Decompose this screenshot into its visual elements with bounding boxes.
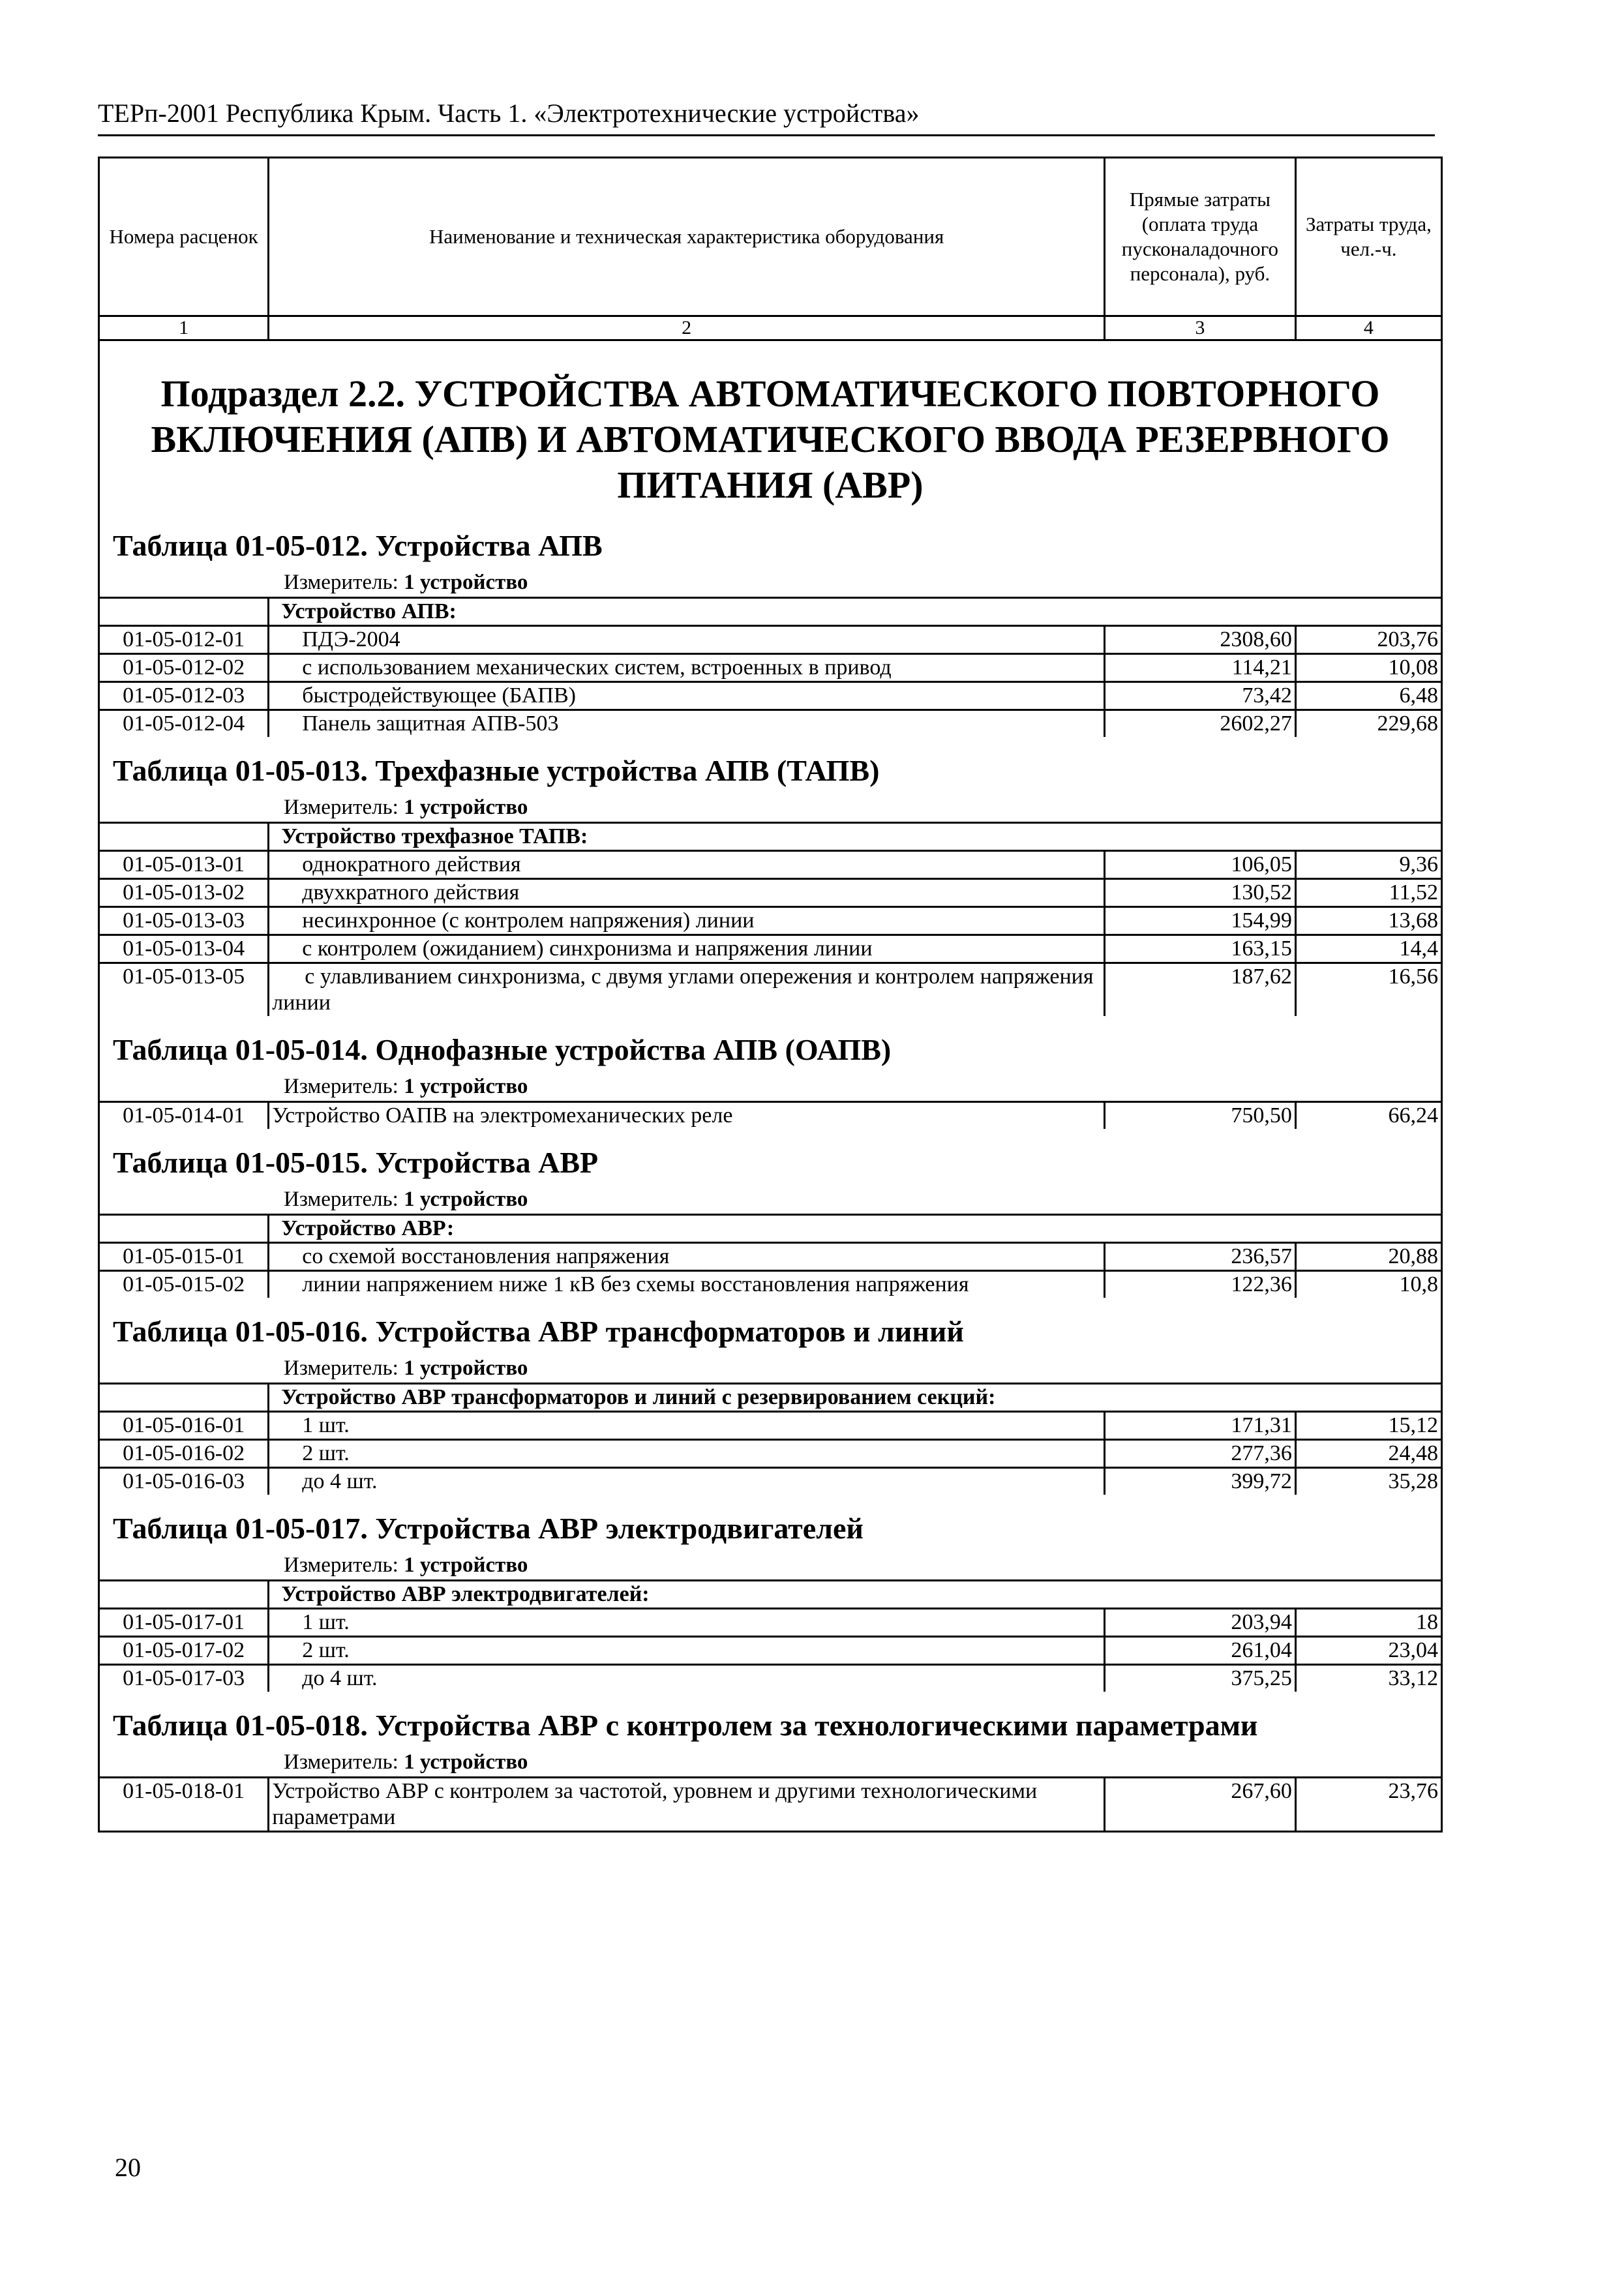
table-subheader: Устройство АВР:	[269, 1215, 1441, 1243]
labor-cost: 35,28	[1295, 1468, 1441, 1495]
section-title: Подраздел 2.2. УСТРОЙСТВА АВТОМАТИЧЕСКОГО ПОВТОРНОГО ВКЛЮЧЕНИЯ (АПВ) И АВТОМАТИЧЕСКОГО ВВОДА РЕЗЕРВНОГО ПИТАНИЯ (АВР)	[151, 372, 1390, 506]
labor-cost: 229,68	[1295, 710, 1441, 738]
subheader-blank	[100, 1581, 269, 1609]
labor-cost: 13,68	[1295, 907, 1441, 935]
table-row	[100, 1243, 1441, 1271]
rate-code: 01-05-012-02	[100, 654, 269, 682]
norm-table-block	[100, 1144, 1441, 1298]
equipment-name: 1 шт.	[269, 1412, 1105, 1440]
tables-container	[100, 528, 1441, 1831]
labor-cost: 23,76	[1295, 1778, 1441, 1831]
equipment-name: 1 шт.	[269, 1609, 1105, 1637]
equipment-name: с использованием механических систем, встроенных в привод	[269, 654, 1105, 682]
table-row	[100, 1778, 1441, 1831]
norm-table-block	[100, 1313, 1441, 1495]
table-row	[100, 1468, 1441, 1495]
table-row	[100, 654, 1441, 682]
norm-table-block	[100, 528, 1441, 737]
subheader-blank	[100, 598, 269, 626]
labor-cost: 15,12	[1295, 1412, 1441, 1440]
measure-label: Измеритель:	[284, 1188, 398, 1211]
labor-cost: 24,48	[1295, 1440, 1441, 1468]
table-row	[100, 879, 1441, 907]
table-title: Таблица 01-05-018. Устройства АВР с контролем за технологическими параметрами	[113, 1709, 1258, 1742]
norm-table	[100, 1383, 1441, 1495]
table-subheader-row	[100, 1384, 1441, 1412]
table-title: Таблица 01-05-017. Устройства АВР электродвигателей	[113, 1512, 864, 1545]
table-row	[100, 682, 1441, 710]
norm-table	[100, 1579, 1441, 1692]
table-row	[100, 851, 1441, 879]
table-row	[100, 907, 1441, 935]
rate-code: 01-05-014-01	[100, 1102, 269, 1130]
direct-cost: 122,36	[1104, 1271, 1295, 1298]
rate-code: 01-05-017-01	[100, 1609, 269, 1637]
labor-cost: 20,88	[1295, 1243, 1441, 1271]
direct-cost: 261,04	[1104, 1637, 1295, 1665]
subheader-blank	[100, 823, 269, 851]
direct-cost: 203,94	[1104, 1609, 1295, 1637]
direct-cost: 171,31	[1104, 1412, 1295, 1440]
table-row	[100, 935, 1441, 963]
direct-cost: 187,62	[1104, 963, 1295, 1017]
equipment-name: Устройство ОАПВ на электромеханических реле	[269, 1102, 1105, 1130]
rate-code: 01-05-016-03	[100, 1468, 269, 1495]
labor-cost: 6,48	[1295, 682, 1441, 710]
labor-cost: 10,8	[1295, 1271, 1441, 1298]
table-subheader: Устройство трехфазное ТАПВ:	[269, 823, 1441, 851]
measure-value: 1 устройство	[404, 1188, 528, 1211]
rate-code: 01-05-015-01	[100, 1243, 269, 1271]
measure-line	[100, 1355, 1441, 1381]
table-row	[100, 1102, 1441, 1130]
table-subheader-row	[100, 1581, 1441, 1609]
measure-value: 1 устройство	[404, 1553, 528, 1577]
table-subheader: Устройство АВР электродвигателей:	[269, 1581, 1441, 1609]
measure-value: 1 устройство	[404, 1750, 528, 1774]
rate-code: 01-05-016-02	[100, 1440, 269, 1468]
measure-value: 1 устройство	[404, 1356, 528, 1380]
direct-cost: 399,72	[1104, 1468, 1295, 1495]
equipment-name: Панель защитная АПВ-503	[269, 710, 1105, 738]
column-number: 3	[1104, 316, 1295, 340]
rate-code: 01-05-018-01	[100, 1778, 269, 1831]
column-number: 4	[1295, 316, 1441, 340]
norm-table-block	[100, 753, 1441, 1016]
table-subheader: Устройство АВР трансформаторов и линий с резервированием секций:	[269, 1384, 1441, 1412]
equipment-name: ПДЭ-2004	[269, 626, 1105, 654]
measure-value: 1 устройство	[404, 796, 528, 819]
labor-cost: 203,76	[1295, 626, 1441, 654]
column-number: 1	[100, 316, 269, 340]
subheader-blank	[100, 1384, 269, 1412]
labor-cost: 23,04	[1295, 1637, 1441, 1665]
column-header-codes: Номера расценок	[100, 158, 269, 316]
norm-table	[100, 1776, 1441, 1831]
measure-label: Измеритель:	[284, 1553, 398, 1577]
table-subheader-row	[100, 1215, 1441, 1243]
page-number: 20	[115, 2153, 141, 2182]
measure-line	[100, 1073, 1441, 1100]
running-header: ТЕРп-2001 Республика Крым. Часть 1. «Электротехнические устройства»	[98, 98, 1435, 136]
table-row	[100, 626, 1441, 654]
measure-label: Измеритель:	[284, 571, 398, 594]
table-row	[100, 963, 1441, 1017]
table-title: Таблица 01-05-012. Устройства АПВ	[113, 529, 603, 562]
column-header-labor: Затраты труда, чел.-ч.	[1295, 158, 1441, 316]
table-title: Таблица 01-05-016. Устройства АВР трансформаторов и линий	[113, 1315, 964, 1348]
direct-cost: 114,21	[1104, 654, 1295, 682]
rate-code: 01-05-017-03	[100, 1665, 269, 1692]
labor-cost: 16,56	[1295, 963, 1441, 1017]
direct-cost: 106,05	[1104, 851, 1295, 879]
norm-table	[100, 597, 1441, 737]
rate-code: 01-05-012-04	[100, 710, 269, 738]
equipment-name: до 4 шт.	[269, 1468, 1105, 1495]
direct-cost: 154,99	[1104, 907, 1295, 935]
labor-cost: 11,52	[1295, 879, 1441, 907]
equipment-name: двухкратного действия	[269, 879, 1105, 907]
measure-line	[100, 1749, 1441, 1775]
rate-code: 01-05-015-02	[100, 1271, 269, 1298]
direct-cost: 750,50	[1104, 1102, 1295, 1130]
measure-label: Измеритель:	[284, 796, 398, 819]
equipment-name: однократного действия	[269, 851, 1105, 879]
equipment-name: с улавливанием синхронизма, с двумя углами опережения и контролем напряжения линии	[269, 963, 1105, 1017]
direct-cost: 130,52	[1104, 879, 1295, 907]
equipment-name: быстродействующее (БАПВ)	[269, 682, 1105, 710]
direct-cost: 267,60	[1104, 1778, 1295, 1831]
rate-code: 01-05-013-05	[100, 963, 269, 1017]
labor-cost: 33,12	[1295, 1665, 1441, 1692]
table-row	[100, 1412, 1441, 1440]
norm-table-block	[100, 1510, 1441, 1692]
table-row	[100, 1440, 1441, 1468]
labor-cost: 14,4	[1295, 935, 1441, 963]
measure-label: Измеритель:	[284, 1356, 398, 1380]
table-title: Таблица 01-05-014. Однофазные устройства АПВ (ОАПВ)	[113, 1033, 892, 1066]
table-row	[100, 1609, 1441, 1637]
equipment-name: до 4 шт.	[269, 1665, 1105, 1692]
direct-cost: 73,42	[1104, 682, 1295, 710]
subheader-blank	[100, 1215, 269, 1243]
document-frame	[98, 157, 1443, 1833]
direct-cost: 277,36	[1104, 1440, 1295, 1468]
measure-line	[100, 1186, 1441, 1212]
measure-label: Измеритель:	[284, 1075, 398, 1098]
measure-value: 1 устройство	[404, 571, 528, 594]
equipment-name: с контролем (ожиданием) синхронизма и напряжения линии	[269, 935, 1105, 963]
rate-code: 01-05-016-01	[100, 1412, 269, 1440]
equipment-name: 2 шт.	[269, 1440, 1105, 1468]
table-row	[100, 1637, 1441, 1665]
column-header-table	[100, 157, 1441, 341]
equipment-name: линии напряжением ниже 1 кВ без схемы восстановления напряжения	[269, 1271, 1105, 1298]
rate-code: 01-05-013-04	[100, 935, 269, 963]
direct-cost: 2602,27	[1104, 710, 1295, 738]
equipment-name: со схемой восстановления напряжения	[269, 1243, 1105, 1271]
table-row	[100, 1271, 1441, 1298]
rate-code: 01-05-013-02	[100, 879, 269, 907]
norm-table-block	[100, 1707, 1441, 1831]
column-number: 2	[269, 316, 1105, 340]
table-title: Таблица 01-05-015. Устройства АВР	[113, 1146, 599, 1179]
direct-cost: 163,15	[1104, 935, 1295, 963]
table-subheader: Устройство АПВ:	[269, 598, 1441, 626]
norm-table	[100, 1101, 1441, 1129]
labor-cost: 9,36	[1295, 851, 1441, 879]
norm-table	[100, 1214, 1441, 1298]
table-row	[100, 710, 1441, 738]
direct-cost: 2308,60	[1104, 626, 1295, 654]
column-header-cost: Прямые затраты (оплата труда пусконаладочного персонала), руб.	[1104, 158, 1295, 316]
table-title: Таблица 01-05-013. Трехфазные устройства АПВ (ТАПВ)	[113, 754, 880, 787]
equipment-name: 2 шт.	[269, 1637, 1105, 1665]
column-header-name: Наименование и техническая характеристика оборудования	[269, 158, 1105, 316]
equipment-name: несинхронное (с контролем напряжения) линии	[269, 907, 1105, 935]
measure-line	[100, 1552, 1441, 1578]
rate-code: 01-05-012-03	[100, 682, 269, 710]
table-row	[100, 1665, 1441, 1692]
rate-code: 01-05-013-03	[100, 907, 269, 935]
rate-code: 01-05-012-01	[100, 626, 269, 654]
equipment-name: Устройство АВР с контролем за частотой, уровнем и другими технологическими параметрами	[269, 1778, 1105, 1831]
measure-line	[100, 569, 1441, 595]
table-subheader-row	[100, 823, 1441, 851]
norm-table	[100, 822, 1441, 1016]
table-subheader-row	[100, 598, 1441, 626]
direct-cost: 236,57	[1104, 1243, 1295, 1271]
rate-code: 01-05-013-01	[100, 851, 269, 879]
measure-value: 1 устройство	[404, 1075, 528, 1098]
measure-line	[100, 794, 1441, 820]
labor-cost: 10,08	[1295, 654, 1441, 682]
rate-code: 01-05-017-02	[100, 1637, 269, 1665]
labor-cost: 66,24	[1295, 1102, 1441, 1130]
labor-cost: 18	[1295, 1609, 1441, 1637]
measure-label: Измеритель:	[284, 1750, 398, 1774]
norm-table-block	[100, 1032, 1441, 1129]
direct-cost: 375,25	[1104, 1665, 1295, 1692]
